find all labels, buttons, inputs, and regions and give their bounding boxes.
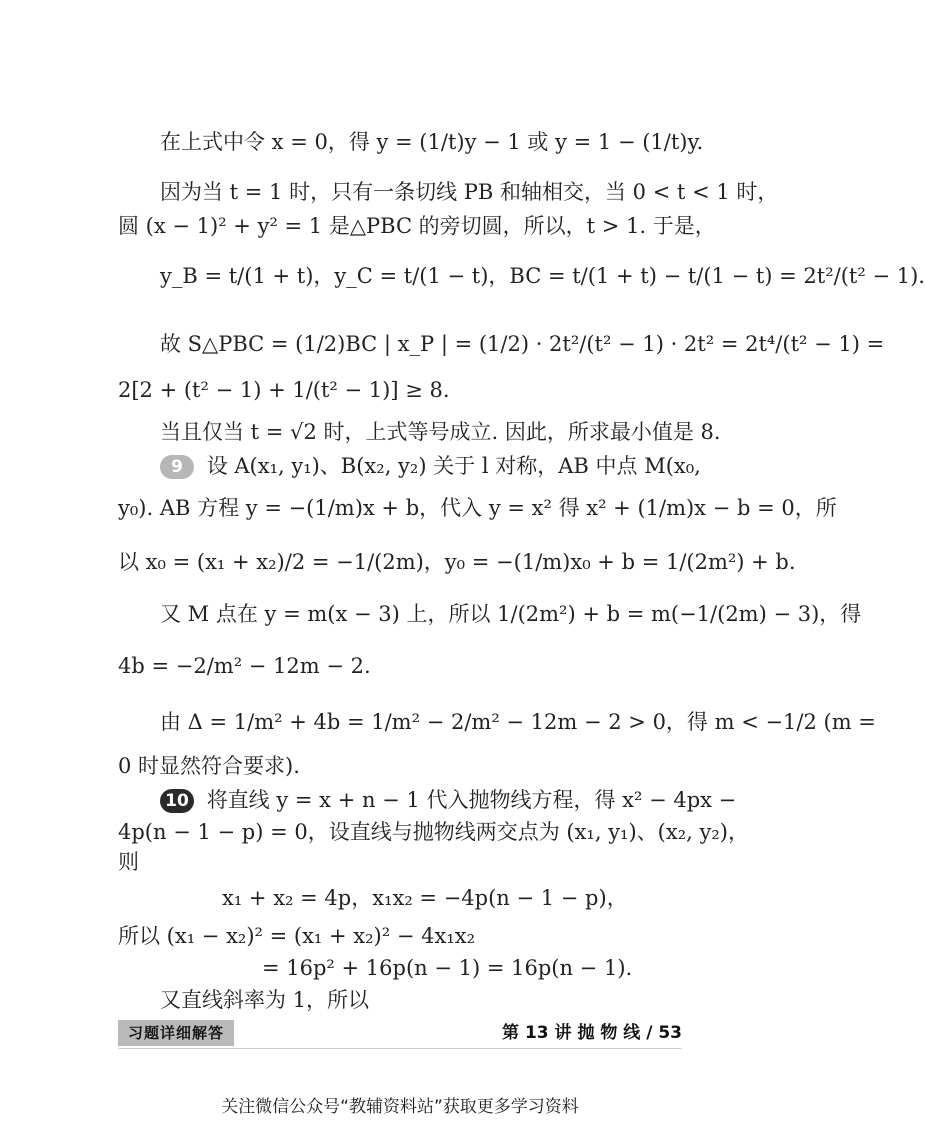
text-line xyxy=(118,922,800,950)
text-line xyxy=(118,652,800,680)
watermark-text: 关注微信公众号“教辅资料站”获取更多学习资料 xyxy=(221,1097,579,1117)
text-line xyxy=(160,178,800,206)
problem-number-badge: 10 xyxy=(160,789,194,813)
text-line xyxy=(118,818,800,846)
section-label: 习题详细解答 xyxy=(118,1020,234,1046)
text-line xyxy=(160,262,925,290)
text-line xyxy=(160,986,800,1014)
text-line xyxy=(160,418,800,446)
line-text: 2[2 + (t² − 1) + 1/(t² − 1)] ≥ 8. xyxy=(118,378,450,402)
line-text: 又直线斜率为 1，所以 xyxy=(160,988,370,1012)
line-text: x₁ + x₂ = 4p，x₁x₂ = −4p(n − 1 − p)， xyxy=(222,886,628,910)
line-text: y_B = t/(1 + t)，y_C = t/(1 − t)，BC = t/(1 + t) − t/(1 − t) = 2t²/(t² − 1). xyxy=(160,264,925,288)
line-text: 因为当 t = 1 时，只有一条切线 PB 和轴相交，当 0 < t < 1 时， xyxy=(160,180,779,204)
text-line xyxy=(160,708,876,736)
footer-divider xyxy=(118,1048,682,1049)
line-text: 将直线 y = x + n − 1 代入抛物线方程，得 x² − 4px − xyxy=(206,788,737,812)
problem-number-badge: 9 xyxy=(160,455,194,479)
line-text: 圆 (x − 1)² + y² = 1 是△PBC 的旁切圆，所以，t > 1. 于是， xyxy=(118,214,716,238)
line-text: y₀). AB 方程 y = −(1/m)x + b，代入 y = x² 得 x² + (1/m)x − b = 0，所 xyxy=(118,496,837,520)
text-line xyxy=(160,128,800,156)
text-line xyxy=(118,752,800,780)
text-line xyxy=(160,600,862,628)
text-line xyxy=(118,212,800,240)
text-line xyxy=(160,786,800,814)
text-line xyxy=(160,452,800,480)
line-text: 则 xyxy=(118,850,139,874)
text-line xyxy=(118,376,800,404)
text-line xyxy=(118,548,800,576)
line-text: 设 A(x₁, y₁)、B(x₂, y₂) 关于 l 对称，AB 中点 M(x₀, xyxy=(206,454,701,478)
text-line xyxy=(118,494,837,522)
line-text: = 16p² + 16p(n − 1) = 16p(n − 1). xyxy=(262,956,633,980)
text-line xyxy=(262,954,800,982)
line-text: 4p(n − 1 − p) = 0，设直线与抛物线两交点为 (x₁, y₁)、(x₂, y₂)， xyxy=(118,820,749,844)
line-text: 所以 (x₁ − x₂)² = (x₁ + x₂)² − 4x₁x₂ xyxy=(118,924,475,948)
chapter-page-number: 第 13 讲 抛 物 线 / 53 xyxy=(502,1023,682,1043)
line-text: 当且仅当 t = √2 时，上式等号成立. 因此，所求最小值是 8. xyxy=(160,420,721,444)
line-text: 在上式中令 x = 0，得 y = (1/t)y − 1 或 y = 1 − (1/t)y. xyxy=(160,130,704,154)
line-text: 以 x₀ = (x₁ + x₂)/2 = −1/(2m)，y₀ = −(1/m)x₀ + b = 1/(2m²) + b. xyxy=(118,550,796,574)
line-text: 4b = −2/m² − 12m − 2. xyxy=(118,654,371,678)
line-text: 又 M 点在 y = m(x − 3) 上，所以 1/(2m²) + b = m(−1/(2m) − 3)，得 xyxy=(160,602,862,626)
line-text: 由 Δ = 1/m² + 4b = 1/m² − 2/m² − 12m − 2 > 0，得 m < −1/2 (m = xyxy=(160,710,876,734)
text-line xyxy=(222,884,800,912)
text-line xyxy=(160,330,885,358)
text-line xyxy=(118,848,800,876)
line-text: 故 S△PBC = (1/2)BC | x_P | = (1/2) · 2t²/(t² − 1) · 2t² = 2t⁴/(t² − 1) = xyxy=(160,332,885,356)
line-text: 0 时显然符合要求). xyxy=(118,754,300,778)
